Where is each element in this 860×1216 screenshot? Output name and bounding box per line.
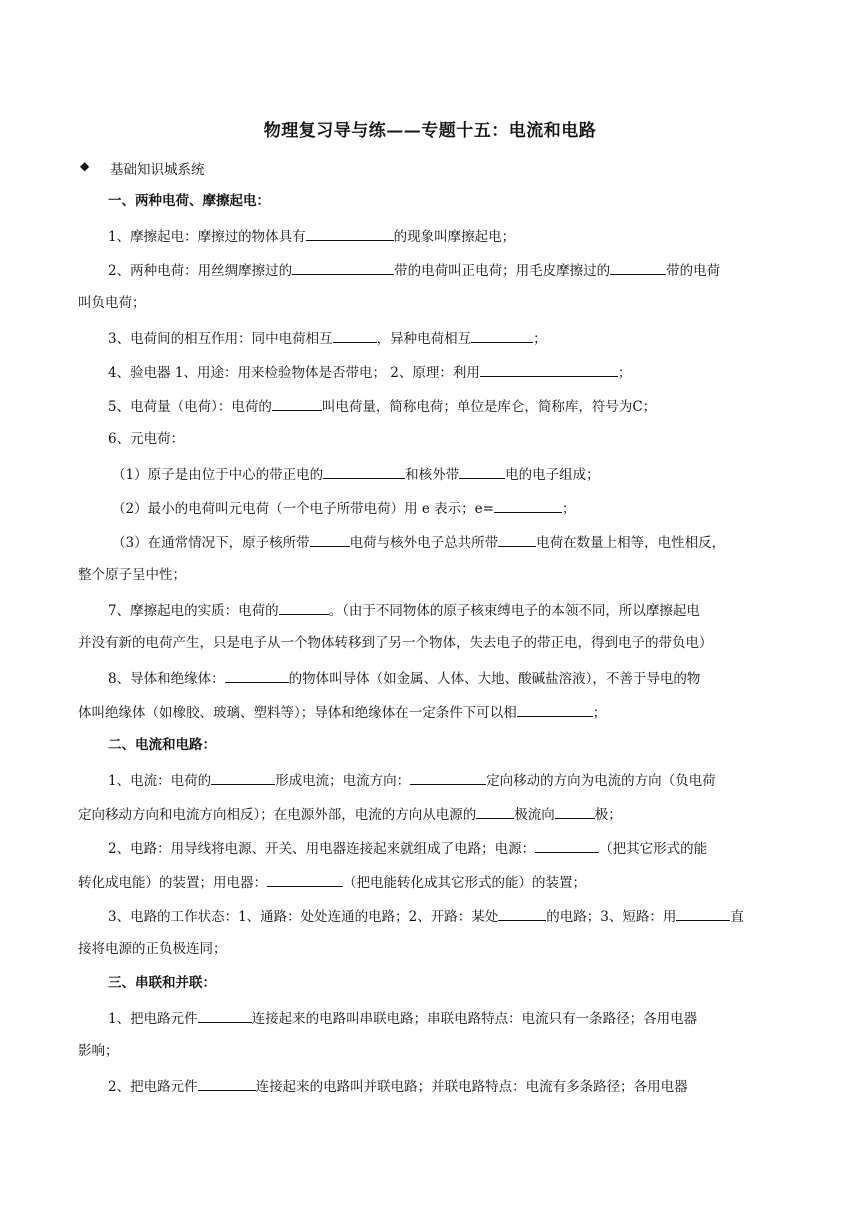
text: ；: [533, 331, 547, 347]
text: 8、导体和绝缘体：: [108, 671, 225, 687]
fill-blank[interactable]: [459, 463, 505, 479]
fill-blank[interactable]: [333, 327, 377, 343]
paragraph-2-2: [108, 837, 707, 859]
text: 电荷在数量上相等，电性相反，: [536, 535, 726, 551]
text: 直: [730, 909, 744, 925]
text: 极流向: [514, 807, 555, 823]
text: 转化成电能）的装置；用电器：: [78, 875, 267, 891]
paragraph-1: [108, 225, 515, 247]
paragraph-3-1: [108, 1007, 697, 1029]
fill-blank[interactable]: [498, 905, 546, 921]
text: 连接起来的电路叫并联电路；并联电路特点：电流有多条路径；各用电器: [255, 1079, 688, 1095]
text: ；: [617, 365, 632, 381]
paragraph-6-2: [112, 497, 575, 519]
paragraph-2-1-cont: [78, 803, 622, 825]
text: 的电路；3、短路：用: [546, 909, 677, 925]
paragraph-5: [108, 395, 656, 417]
text: 4、验电器 1、用途：用来检验物体是否带电； 2、原理：利用: [108, 365, 480, 381]
fill-blank[interactable]: [555, 803, 595, 819]
fill-blank[interactable]: [198, 1007, 252, 1023]
fill-blank[interactable]: [676, 905, 730, 921]
fill-blank[interactable]: [498, 531, 536, 547]
text: 连接起来的电路叫串联电路；串联电路特点：电流只有一条路径；各用电器: [251, 1011, 698, 1027]
text: 2、把电路元件: [108, 1079, 198, 1095]
paragraph-2-3: [108, 905, 744, 927]
text: 和核外带: [405, 467, 460, 483]
section-bullet-label: 基础知识城系统: [110, 162, 205, 178]
paragraph-8-cont: [78, 701, 606, 723]
text: （2）最小的电荷叫元电荷（一个电子所带电荷）用 e 表示；e=: [112, 501, 494, 517]
paragraph-6-1: [112, 463, 600, 485]
fill-blank[interactable]: [471, 327, 533, 343]
text: （3）在通常情况下，原子核所带: [112, 535, 310, 551]
fill-blank[interactable]: [476, 803, 514, 819]
text: ，异种电荷相互: [376, 331, 472, 347]
fill-blank[interactable]: [323, 463, 405, 479]
text: 1、把电路元件: [108, 1011, 198, 1027]
paragraph-7: [108, 599, 700, 621]
section-heading-3: 三、串联和并联：: [108, 975, 216, 991]
fill-blank[interactable]: [211, 769, 275, 785]
fill-blank[interactable]: [225, 667, 289, 683]
text: 定向移动的方向为电流的方向（负电荷: [486, 773, 716, 789]
paragraph-6: 6、元电荷：: [108, 431, 185, 447]
fill-blank[interactable]: [494, 497, 562, 513]
paragraph-2-3-cont: 接将电源的正负极连同；: [78, 941, 227, 957]
fill-blank[interactable]: [292, 259, 394, 275]
text: 7、摩擦起电的实质：电荷的: [108, 603, 279, 619]
paragraph-2: [108, 259, 720, 281]
text: 电荷与核外电子总共所带: [349, 535, 499, 551]
fill-blank[interactable]: [517, 701, 593, 717]
text: 1、摩擦起电：摩擦过的物体具有: [108, 229, 306, 245]
text: 2、电路：用导线将电源、开关、用电器连接起来就组成了电路；电源：: [108, 841, 536, 857]
paragraph-7-cont: 并没有新的电荷产生，只是电子从一个物体转移到了另一个物体，失去电子的带正电，得到电子的带负电）: [78, 635, 713, 651]
fill-blank[interactable]: [279, 599, 329, 615]
paragraph-3-1-cont: 影响；: [78, 1043, 119, 1059]
paragraph-2-cont: 叫负电荷；: [78, 295, 146, 311]
fill-blank[interactable]: [480, 361, 618, 377]
text: 定向移动方向和电流方向相反）；在电源外部，电流的方向从电源的: [78, 807, 477, 823]
text: 体叫绝缘体（如橡胶、玻璃、塑料等）；导体和绝缘体在一定条件下可以相: [78, 705, 517, 721]
text: 3、电荷间的相互作用：同中电荷相互: [108, 331, 333, 347]
fill-blank[interactable]: [306, 225, 394, 241]
fill-blank[interactable]: [267, 871, 343, 887]
text: （把电能转化成其它形式的能）的装置；: [343, 875, 586, 891]
paragraph-8: [108, 667, 700, 689]
text: 带的电荷叫正电荷；用毛皮摩擦过的: [394, 263, 611, 279]
page-title: 物理复习导与练——专题十五：电流和电路: [263, 121, 597, 141]
text: 2、两种电荷：用丝绸摩擦过的: [108, 263, 293, 279]
text: 。（由于不同物体的原子核束缚电子的本领不同，所以摩擦起电: [328, 603, 700, 619]
fill-blank[interactable]: [535, 837, 599, 853]
text: 的现象叫摩擦起电；: [393, 229, 516, 245]
text: 的物体叫导体（如金属、人体、大地、酸碱盐溶液），不善于导电的物: [288, 671, 701, 687]
text: （1）原子是由位于中心的带正电的: [112, 467, 324, 483]
text: 极；: [594, 807, 622, 823]
paragraph-3: [108, 327, 547, 349]
section-heading-2: 二、电流和电路：: [108, 737, 216, 753]
text: ；: [561, 501, 576, 517]
fill-blank[interactable]: [272, 395, 322, 411]
text: 5、电荷量（电荷）：电荷的: [108, 399, 272, 415]
fill-blank[interactable]: [310, 531, 350, 547]
text: 3、电路的工作状态：1、通路：处处连通的电路；2、开路：某处: [108, 909, 499, 925]
text: 1、电流：电荷的: [108, 773, 212, 789]
text: 形成电流；电流方向：: [275, 773, 411, 789]
paragraph-6-3: [112, 531, 725, 553]
paragraph-3-2: [108, 1075, 688, 1097]
diamond-bullet-icon: ◆: [80, 159, 90, 173]
text: （把其它形式的能: [599, 841, 708, 857]
fill-blank[interactable]: [410, 769, 486, 785]
paragraph-2-2-cont: [78, 871, 586, 893]
fill-blank[interactable]: [610, 259, 666, 275]
text: 电的电子组成；: [505, 467, 600, 483]
paragraph-2-1: [108, 769, 716, 791]
paragraph-4: [108, 361, 631, 383]
text: ；: [592, 705, 607, 721]
section-heading-1: 一、两种电荷、摩擦起电：: [108, 193, 270, 209]
text: 叫电荷量，简称电荷；单位是库仑，简称库，符号为C；: [321, 399, 657, 415]
text: 带的电荷: [666, 263, 721, 279]
fill-blank[interactable]: [198, 1075, 256, 1091]
paragraph-6-3-cont: 整个原子呈中性；: [78, 567, 186, 583]
